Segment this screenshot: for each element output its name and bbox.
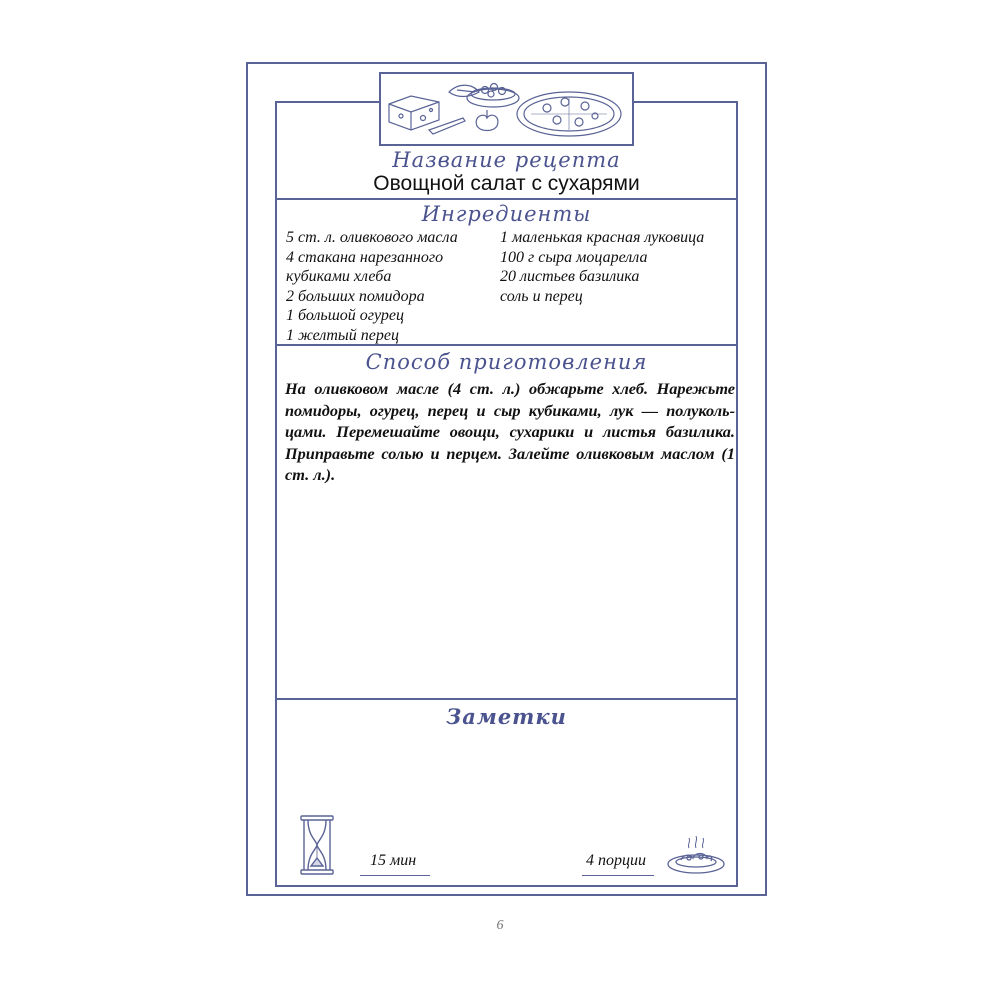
recipe-name: Овощной салат с сухарями (373, 172, 640, 195)
cook-time: 15 мин (370, 852, 417, 869)
hourglass-icon (299, 814, 335, 876)
ingredient-item: 100 г сыра моцарелла (500, 248, 648, 266)
page-number: 6 (496, 918, 504, 933)
ingredient-item: 1 маленькая красная луковица (500, 229, 705, 246)
ingredients-left-list (286, 228, 458, 345)
divider-notes (275, 698, 738, 700)
ingredient-item: 20 листьев базилика (500, 268, 640, 285)
ingredient-item: 5 ст. л. оливкового масла (286, 229, 458, 246)
ingredient-item: 4 стакана нарезанного (286, 248, 444, 266)
divider-ingredients (275, 198, 738, 200)
ingredient-item: соль и перец (500, 287, 583, 305)
food-sketch-icon (381, 74, 632, 144)
ingredients-heading: Ингредиенты (421, 202, 592, 226)
method-text: На оливковом масле (4 ст. л.) обжарьте хлеб. Нарежьте помидоры, огурец, перец и сыр кубиками, лук — полуколь-цами. Перемешайте овощи, сухарики и листья базилика. Приправьте солью и перцем. Залейте оливковым маслом (1 ст. л.). (285, 379, 735, 484)
ingredient-item: 1 большой огурец (286, 307, 405, 324)
ingredient-item: кубиками хлеба (286, 268, 392, 285)
servings: 4 порции (586, 852, 646, 869)
plate-icon (665, 832, 727, 876)
header-illustration-frame (379, 72, 634, 146)
ingredient-item: 2 больших помидора (286, 287, 425, 305)
servings-underline (582, 875, 654, 876)
method-heading: Способ приготовления (365, 350, 648, 374)
cook-time-underline (360, 875, 430, 876)
notes-heading: Заметки (446, 704, 567, 729)
ingredients-right-list (500, 228, 704, 306)
ingredient-item: 1 желтый перец (286, 326, 399, 344)
recipe-title-label: Название рецепта (392, 148, 621, 172)
